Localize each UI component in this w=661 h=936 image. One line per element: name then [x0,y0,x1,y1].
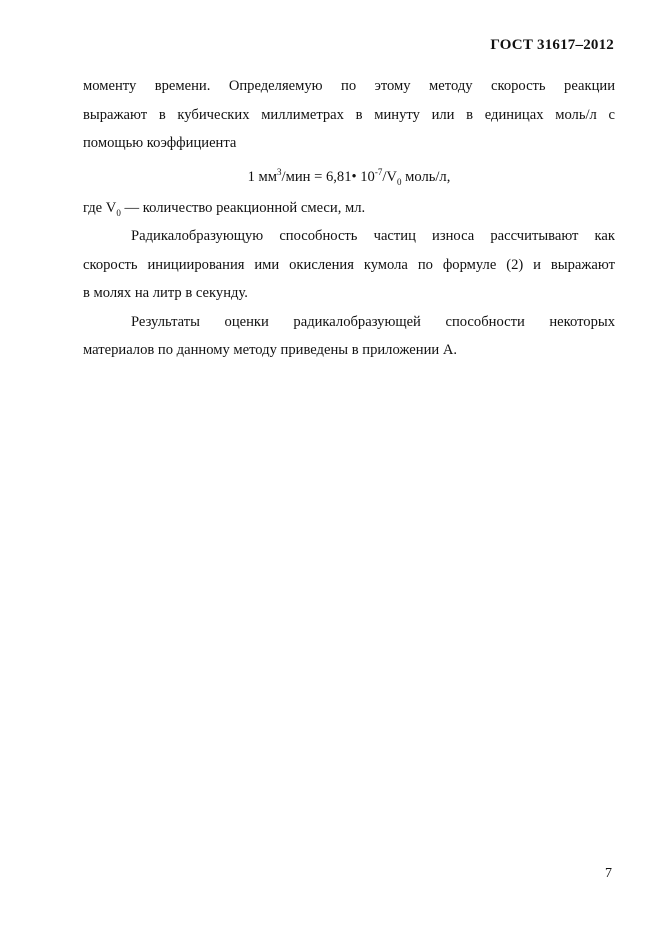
formula-part: 1 мм [247,168,278,185]
definition-text: — количество реакционной смеси, мл. [120,199,366,216]
page-number: 7 [605,866,612,881]
formula-exponent: -7 [374,166,383,177]
paragraph-results [83,308,615,365]
paragraph-method-rate [83,72,615,158]
text-line: в молях на литр в секунду. [83,285,248,301]
text-line: скорость инициирования ими окисления кумола по формуле (2) и выражают [83,256,615,273]
formula-part: /V [382,168,397,185]
paragraph-radical-forming-ability [83,222,615,308]
document-header-standard-code: ГОСТ 31617–2012 [490,37,614,53]
formula-superscript: 3 [277,166,282,177]
formula-variable-definition [83,194,615,223]
document-body [83,72,615,365]
text-line: материалов по данному методу приведены в приложении А. [83,342,458,358]
formula-subscript: 0 [396,176,402,187]
text-line: Радикалобразующую способность частиц износа рассчитывают как [131,228,615,244]
definition-subscript: 0 [116,207,121,218]
formula-part: моль/л, [401,168,451,185]
text-line: выражают в кубических миллиметрах в минуту или в единицах моль/л с [83,106,615,123]
text-line: моменту времени. Определяемую по этому методу скорость реакции [83,78,615,94]
conversion-formula [83,162,615,192]
text-line: Результаты оценки радикалобразующей способности некоторых [131,313,615,330]
text-line: помощью коэффициента [83,135,237,151]
formula-part: /мин = 6,81• 10 [281,168,375,185]
definition-text: где V [83,199,117,216]
